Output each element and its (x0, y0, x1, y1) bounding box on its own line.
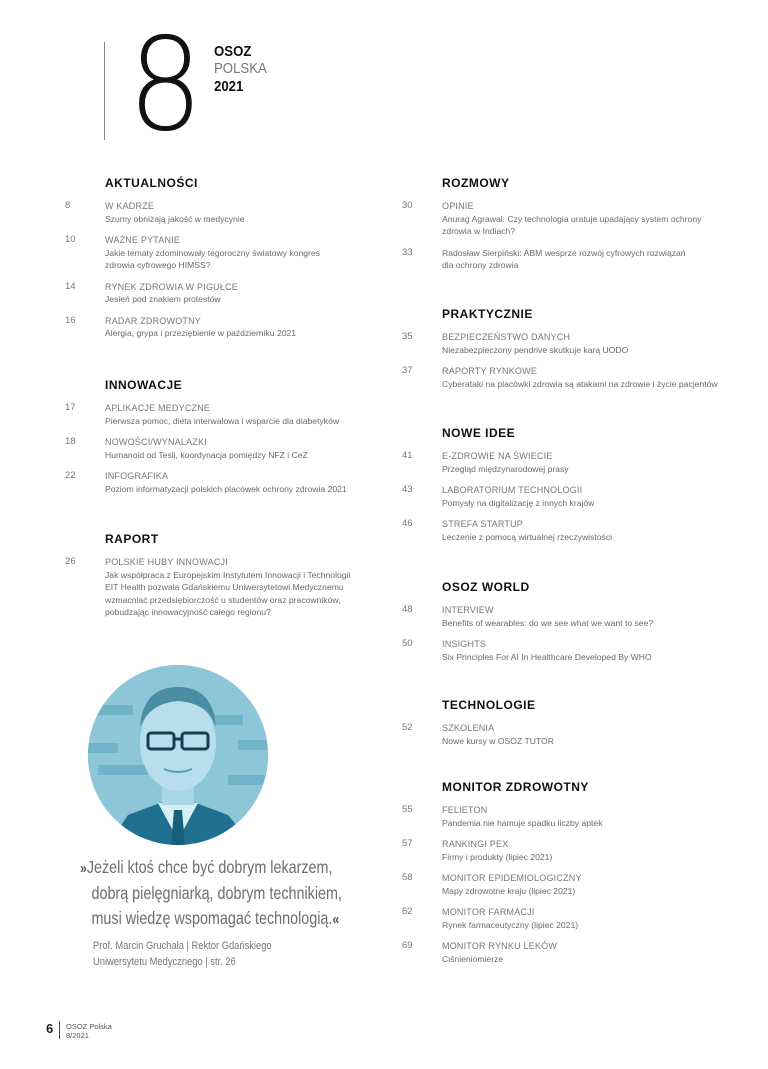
entry-description: Radosław Sierpiński: ABM wesprze rozwój cyfrowych rozwiązań dla ochrony zdrowia (442, 247, 686, 270)
entry-description: Jak współpraca z Europejskim Instytutem Innowacji i Technologii EIT Health pozwala Gdańskiemu Uniwersytetowi Medycznemu wzmacniać przedsiębiorczość u studentów oraz pracowników, pobudzając innowacyjność całego regionu? (105, 569, 351, 617)
toc-entry[interactable] (402, 838, 722, 863)
section-praktycznie (402, 307, 742, 399)
entry-description: Six Principles For AI In Healthcare Developed By WHO (442, 651, 652, 662)
section-raport (65, 532, 385, 628)
section-title: ROZMOWY (442, 176, 510, 190)
quote-line: dobrą pielęgniarką, dobrym technikiem, (91, 883, 342, 903)
section-title: NOWE IDEE (442, 426, 516, 440)
page-number: 50 (402, 638, 413, 649)
entry-kicker: NOWOŚCI/WYNALAZKI (105, 437, 207, 447)
toc-entry[interactable] (402, 331, 742, 356)
entry-description: Cyberataki na placówki zdrowia są atakami na zdrowie i życie pacjentów (442, 378, 718, 389)
quote-line (80, 906, 359, 932)
section-title: INNOWACJE (105, 378, 183, 392)
page-number: 16 (65, 314, 76, 326)
entry-description: Jakie tematy zdominowały tegoroczny światowy kongres zdrowia cyfrowego HIMSS? (105, 247, 320, 270)
entry-description: Niezabezpieczony pendrive skutkuje karą UODO (442, 344, 629, 355)
page-number: 8 (65, 200, 71, 211)
toc-entry[interactable] (402, 484, 722, 509)
entry-kicker: OPINIE (442, 201, 474, 211)
footer-publication (66, 1022, 112, 1040)
toc-entry[interactable] (402, 365, 742, 390)
entry-description: Alergia, grypa i przeziębienie w październiku 2021 (105, 328, 297, 338)
entry-description: Poziom informatyzacji polskich placówek ochrony zdrowia 2021 (105, 483, 347, 494)
entry-kicker: BEZPIECZEŃSTWO DANYCH (442, 332, 571, 342)
entry-kicker: RANKINGI PEX (442, 839, 509, 849)
section-innowacje (65, 378, 385, 504)
entry-kicker: W KADRZE (105, 201, 155, 211)
entry-kicker: MONITOR RYNKU LEKÓW (442, 941, 557, 951)
entry-description: Pierwsza pomoc, dieta interwałowa i wsparcie dla diabetyków (105, 415, 340, 426)
toc-entry[interactable] (402, 638, 722, 663)
toc-entry[interactable] (402, 804, 722, 829)
section-title: RAPORT (105, 532, 159, 546)
section-title: TECHNOLOGIE (442, 698, 536, 712)
toc-entry[interactable] (402, 450, 722, 475)
entry-description: Pandemia nie hamuje spadku liczby aptek (442, 817, 603, 828)
portrait-illustration (88, 665, 268, 845)
entry-kicker: FELIETON (442, 805, 488, 815)
issue-number: 8 (128, 11, 200, 160)
section-monitor-zdrowotny (402, 780, 722, 974)
page-number: 35 (402, 331, 413, 342)
footer-issue: 8/2021 (66, 1031, 89, 1040)
entry-kicker: E-ZDROWIE NA ŚWIECIE (442, 451, 553, 461)
toc-entry[interactable] (65, 281, 365, 306)
attribution-line: Uniwersytetu Medycznego | str. 26 (93, 956, 236, 968)
toc-entry[interactable] (402, 940, 722, 965)
entry-kicker: STREFA STARTUP (442, 519, 523, 529)
page-number: 22 (65, 470, 76, 481)
section-title: PRAKTYCZNIE (442, 307, 533, 321)
entry-kicker: LABORATORIUM TECHNOLOGII (442, 485, 583, 495)
page-number: 58 (402, 872, 413, 883)
page-number: 46 (402, 518, 413, 529)
masthead-brand: OSOZ (214, 43, 252, 60)
page-number: 18 (65, 436, 76, 447)
section-technologie (402, 698, 722, 756)
quote-text: Jeżeli ktoś chce być dobrym lekarzem, (86, 857, 333, 877)
entry-description: Nowe kursy w OSOZ TUTOR (442, 735, 554, 746)
section-title: OSOZ WORLD (442, 580, 530, 594)
attribution-line: Prof. Marcin Gruchała | Rektor Gdańskiego (93, 940, 272, 952)
entry-kicker: INFOGRAFIKA (105, 471, 169, 481)
toc-entry[interactable] (65, 200, 365, 225)
page-number: 10 (65, 234, 76, 245)
footer-divider (59, 1021, 60, 1039)
entry-kicker: INSIGHTS (442, 639, 487, 649)
entry-description: Rynek farmaceutyczny (lipiec 2021) (442, 919, 579, 930)
quote-text: musi wiedzę wspomagać technologią. (91, 908, 333, 928)
toc-entry[interactable] (402, 247, 722, 272)
entry-kicker: SZKOLENIA (442, 723, 495, 733)
section-rozmowy (402, 176, 722, 281)
toc-entry[interactable] (402, 518, 722, 543)
page-number: 48 (402, 604, 413, 615)
quote-attribution (93, 938, 314, 970)
toc-entry[interactable] (65, 556, 385, 619)
portrait-photo (88, 665, 268, 845)
masthead-country: POLSKA (214, 60, 267, 77)
page-number: 30 (402, 200, 413, 211)
quote-close-mark: « (332, 911, 340, 928)
entry-description: Ciśnieniomierze (442, 953, 504, 964)
page-number: 62 (402, 906, 413, 917)
page-number: 14 (65, 280, 76, 292)
toc-entry[interactable] (65, 315, 365, 340)
entry-description: Pomysły na digitalizację z innych krajów (442, 497, 595, 508)
entry-description: Benefits of wearables: do we see what we want to see? (442, 617, 654, 628)
section-nowe-idee (402, 426, 722, 552)
entry-kicker: MONITOR FARMACJI (442, 907, 535, 917)
entry-kicker: POLSKIE HUBY INNOWACJI (105, 557, 228, 567)
toc-entry[interactable] (65, 234, 365, 272)
section-title: AKTUALNOŚCI (105, 176, 198, 190)
page-number: 41 (402, 450, 413, 461)
entry-kicker: MONITOR EPIDEMIOLOGICZNY (442, 873, 582, 883)
entry-kicker: RAPORTY RYNKOWE (442, 366, 538, 376)
page-number: 26 (65, 556, 76, 567)
entry-description: Anurag Agrawal: Czy technologia uratuje upadający system ochrony zdrowia w Indiach? (442, 213, 702, 236)
entry-kicker: WAŻNE PYTANIE (105, 235, 181, 245)
page-number: 55 (402, 804, 413, 815)
entry-description: Humanoid od Tesli, koordynacja pomiędzy NFZ i CeZ (105, 449, 308, 460)
entry-description: Szumy obniżają jakość w medycynie (105, 213, 245, 224)
toc-entry[interactable] (402, 200, 722, 238)
page-number: 69 (402, 940, 413, 951)
entry-kicker: RADAR ZDROWOTNY (105, 315, 201, 326)
page-number: 37 (402, 365, 413, 376)
page-number: 33 (402, 246, 413, 258)
entry-description: Mapy zdrowotne kraju (lipiec 2021) (442, 885, 576, 896)
entry-kicker: RYNEK ZDROWIA W PIGUŁCE (105, 281, 238, 292)
entry-description: Przegląd międzynarodowej prasy (442, 463, 569, 474)
toc-entry[interactable] (65, 436, 385, 461)
entry-description: Leczenie z pomocą wirtualnej rzeczywistości (442, 531, 613, 542)
entry-description: Jesień pod znakiem protestów (105, 294, 221, 304)
toc-entry[interactable] (65, 402, 385, 427)
toc-entry[interactable] (402, 906, 722, 931)
section-osoz-world (402, 580, 722, 672)
toc-entry[interactable] (402, 722, 722, 747)
entry-kicker: INTERVIEW (442, 605, 494, 615)
entry-description: Firmy i produkty (lipiec 2021) (442, 851, 553, 862)
entry-kicker: APLIKACJE MEDYCZNE (105, 403, 211, 413)
page-number: 52 (402, 722, 413, 733)
quote-line (80, 855, 359, 881)
footer-publication-name: OSOZ Polska (66, 1022, 112, 1031)
page-number: 17 (65, 402, 76, 413)
section-title: MONITOR ZDROWOTNY (442, 780, 589, 794)
page-number: 57 (402, 838, 413, 849)
quote-open-mark: » (80, 860, 87, 877)
masthead-divider (104, 42, 105, 140)
toc-entry[interactable] (402, 604, 722, 629)
masthead-year: 2021 (214, 78, 244, 95)
toc-entry[interactable] (402, 872, 722, 897)
toc-entry[interactable] (65, 470, 385, 495)
section-aktualnosci (65, 176, 365, 349)
footer-page-number: 6 (46, 1021, 54, 1036)
page-number: 43 (402, 484, 413, 495)
pull-quote (80, 855, 359, 932)
